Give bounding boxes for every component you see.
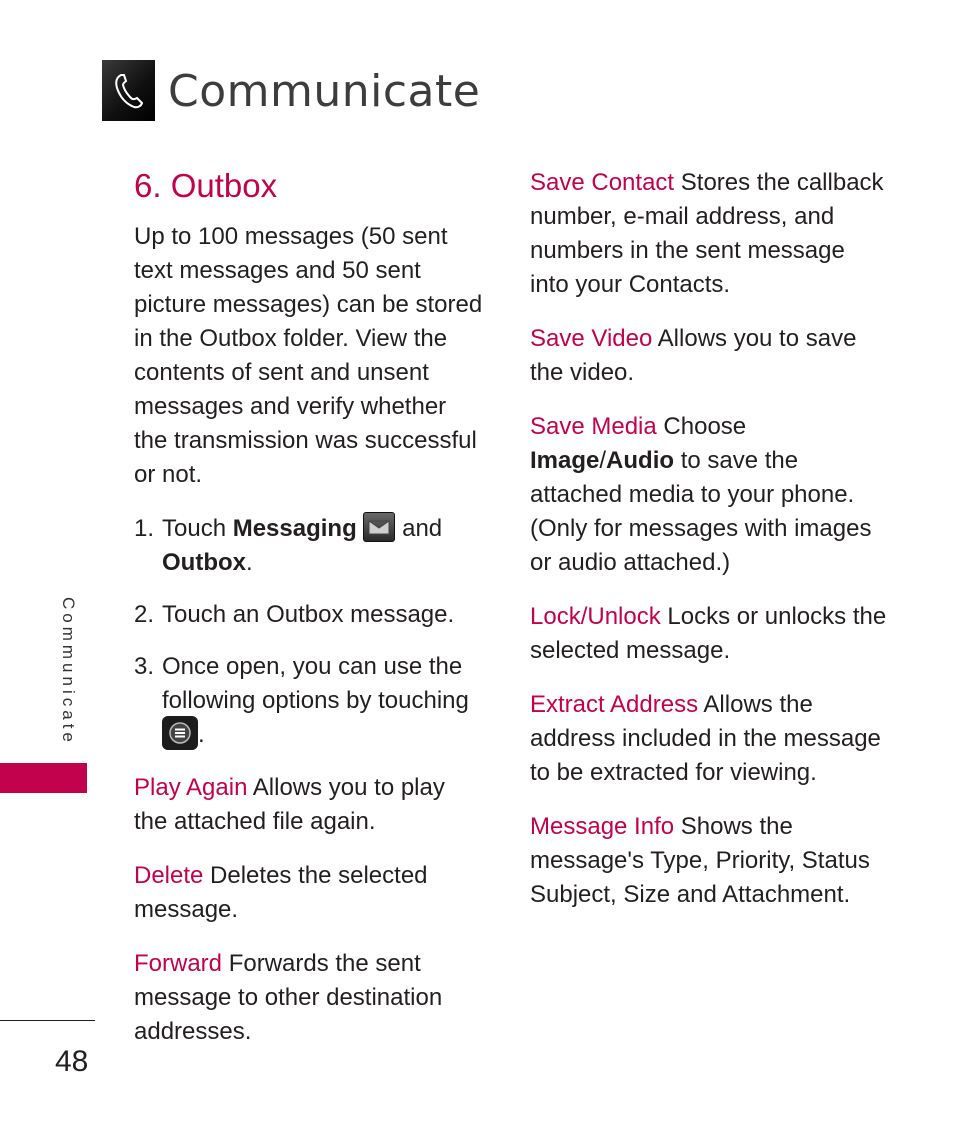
option-term: Save Media [530,413,657,440]
option-play-again [134,771,484,839]
intro-paragraph: Up to 100 messages (50 sent text messages and 50 sent picture messages) can be stored in the Outbox folder. View the contents of sent and unsent messages and verify whether the transmission was successful or not. [134,223,483,488]
option-term: Play Again [134,773,248,801]
option-desc: Stores the callback number, e-mail address, and numbers in the sent message into your Contacts. [530,169,884,298]
side-accent-bar [0,763,87,793]
option-forward [134,947,484,1049]
step-number: 3. [134,653,155,680]
outbox-label: Outbox [162,549,246,576]
option-delete [134,859,484,927]
step-text-end: . [246,549,253,576]
option-term: Lock/Unlock [530,603,661,630]
audio-label: Audio [606,447,675,474]
phone-icon [112,71,146,111]
option-desc: Shows the message's Type, Priority, Status Subject, Size and Attachment. [530,813,870,908]
option-desc-post: to save the attached media to your phone. (Only for messages with images or audio attached.) [530,447,872,576]
option-lock-unlock [530,600,890,668]
option-desc-pre: Choose [663,413,747,440]
step-text-block [162,650,484,753]
step-text-mid: and [395,515,443,542]
right-column [530,166,890,932]
step-text [162,512,442,580]
step-text-end: . [198,721,205,748]
footer-divider [0,1020,95,1021]
option-desc: Allows you to save the video. [530,325,857,386]
step-text: Once open, you can use the following options by touching [162,653,469,714]
option-desc: Forwards the sent message to other destination addresses. [134,949,443,1045]
messaging-label: Messaging [232,515,357,542]
option-desc: Allows you to play the attached file again. [134,773,445,835]
option-save-contact [530,166,890,302]
option-term: Extract Address [530,691,699,718]
step-2 [134,598,484,632]
step-text-pre: Touch [162,515,233,542]
envelope-icon [363,512,395,542]
step-1 [134,512,484,580]
page-number: 48 [55,1045,89,1078]
option-message-info [530,810,890,912]
option-desc: Deletes the selected message. [134,861,428,923]
left-column [134,220,484,1069]
option-desc: Locks or unlocks the selected message. [530,603,887,664]
option-save-video [530,322,890,390]
side-tab-label: Communicate [59,597,78,746]
option-term: Delete [134,861,204,889]
image-label: Image [530,447,600,474]
option-term: Message Info [530,813,675,840]
header-phone-icon [102,60,155,121]
menu-icon [162,716,198,750]
step-3 [134,650,484,753]
option-term: Forward [134,949,223,977]
section-title: 6. Outbox [134,167,278,204]
slash: / [599,447,607,474]
step-text: Touch an Outbox message. [162,601,455,628]
option-extract-address [530,688,890,790]
option-save-media [530,410,890,580]
option-term: Save Video [530,325,653,352]
page-header-title: Communicate [168,66,481,117]
step-number: 1. [134,515,155,542]
option-desc: Allows the address included in the message to be extracted for viewing. [530,691,881,786]
step-number: 2. [134,601,155,628]
option-term: Save Contact [530,169,675,196]
